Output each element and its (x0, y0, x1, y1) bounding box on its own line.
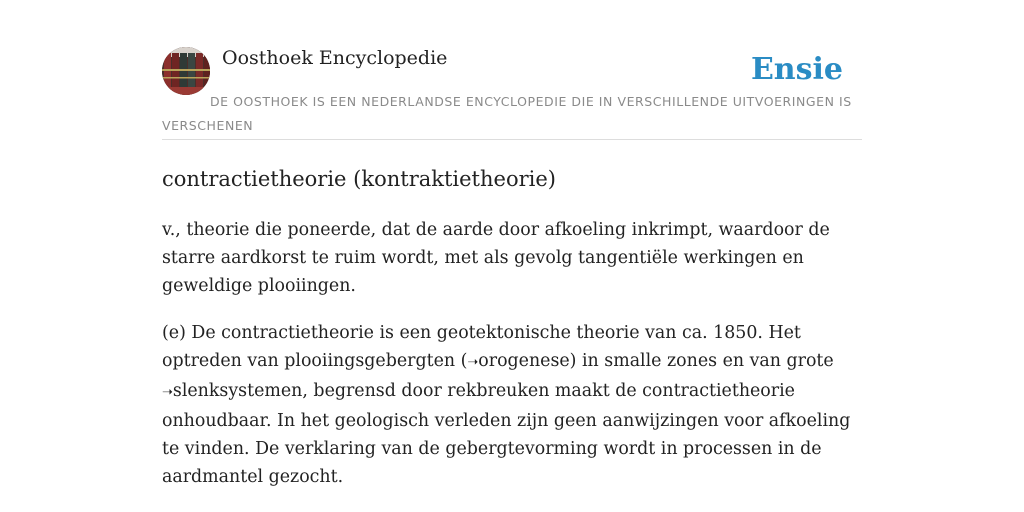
site-title[interactable]: Oosthoek Encyclopedie (222, 47, 448, 69)
explanation-text-1: (e) De contractietheorie is een geotektonische theorie van ca. 1850. Het optreden van plooiingsgebergten ( (162, 323, 801, 371)
book-spines-icon (162, 47, 210, 95)
site-tagline: DE OOSTHOEK IS EEN NEDERLANDSE ENCYCLOPEDIE DIE IN VERSCHILLENDE UITVOERINGEN IS VERSCHENEN (162, 94, 852, 133)
avatar[interactable] (162, 47, 210, 95)
explanation-text-2: ) in smalle zones en van grote (569, 351, 834, 371)
brand-logo[interactable]: Ensie (750, 52, 843, 87)
entry-explanation (162, 319, 866, 491)
entry-definition: v., theorie die poneerde, dat de aarde door afkoeling inkrimpt, waardoor de starre aardkorst te ruim wordt, met als gevolg tangentiële werkingen en geweldige plooiingen. (162, 220, 830, 296)
link-orogenese[interactable]: orogenese (478, 351, 570, 371)
arrow-right-icon: ➝ (467, 355, 479, 370)
entry-title: contractietheorie (kontraktietheorie) (162, 167, 556, 191)
explanation-text-3: , begrensd door rekbreuken maakt de contractietheorie onhoudbaar. In het geologisch verleden zijn geen aanwijzingen voor afkoeling te vinden. De verklaring van de gebergtevorming wordt in processen in de aardmantel gezocht. (162, 381, 851, 487)
link-slenksystemen[interactable]: slenksystemen (172, 381, 303, 401)
arrow-right-icon: ➝ (162, 385, 173, 400)
header-divider (162, 139, 862, 140)
